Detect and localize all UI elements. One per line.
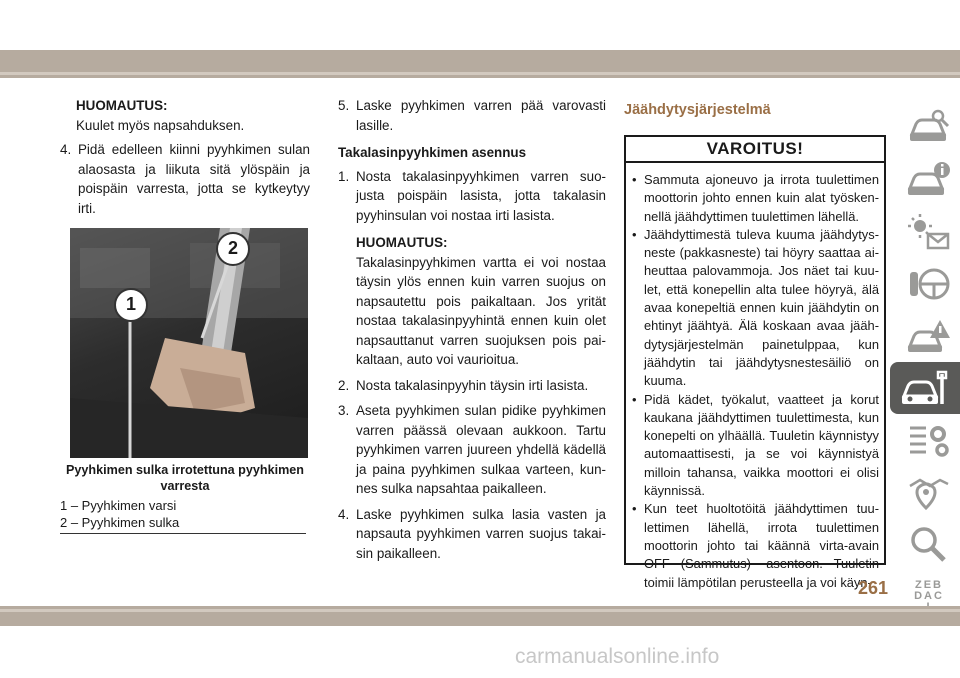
tab-search[interactable] — [898, 518, 960, 570]
page-number: 261 — [858, 578, 889, 598]
bullet-dot: • — [632, 391, 637, 407]
step-text: Laske pyyhkimen varren pää varovasti lasille. — [356, 98, 606, 133]
top-band — [0, 50, 960, 78]
tab-car-magnifier[interactable] — [898, 102, 960, 154]
note-1-text: Kuulet myös napsahduksen. — [76, 117, 245, 133]
car-magnifier-icon — [906, 108, 952, 148]
bullet-dot: • — [632, 226, 637, 242]
bullet-text: Kun teet huoltotöitä jäähdyttimen tuulettimen lähellä, irrota tuulettimen moottorin johto tai käännä virta-avain OFF (Sammutus) -asentoon. Tuuletin toimii lämpötilan perusteella ja voi käyn- — [644, 501, 879, 590]
step-text: Laske pyyhkimen sulka lasia vasten ja napsauta pyyhkimen varren suojus takaisin paikalleen. — [356, 506, 606, 561]
wiper-photo-illustration — [70, 228, 308, 458]
step-number: 3. — [338, 403, 350, 418]
warning-lights-icon — [906, 212, 952, 252]
search-icon — [906, 524, 952, 564]
step-number: 5. — [338, 98, 350, 113]
note-1 — [60, 96, 310, 135]
car-tools-icon — [900, 368, 950, 408]
step-text: Aseta pyyhkimen sulan pidike pyyhkimen varren päässä olevaan aukkoon. Tartu pyyhkimen varren juureen yhdellä kädellä ja paina pyyhkimen sulkaa varteen, kunnes sulka napsahtaa paikalleen. — [356, 403, 606, 496]
step-5 — [338, 96, 606, 135]
tab-steering-wheel[interactable] — [898, 258, 960, 310]
callout-2: 2 — [216, 232, 250, 266]
steering-wheel-icon — [906, 264, 952, 304]
warning-title: VAROITUS! — [626, 137, 884, 163]
step-text: Nosta takalasinpyyhkimen varren suojusta poispäin lasista, jotta takalasin pyyhinsulan voi nostaa irti lasista. — [356, 168, 606, 223]
photo-legend — [60, 498, 306, 534]
warning-body — [626, 163, 884, 592]
note-2 — [338, 233, 606, 370]
tab-car-info[interactable] — [898, 154, 960, 206]
tab-warning-lights[interactable] — [898, 206, 960, 258]
car-info-icon — [906, 160, 952, 200]
middle-column — [338, 96, 606, 569]
wiper-photo — [70, 228, 308, 458]
note-1-label: HUOMAUTUS: — [76, 98, 168, 113]
watermark: carmanualsonline.info — [515, 645, 720, 668]
legend-item-1: 1 – Pyyhkimen varsi — [60, 498, 177, 513]
rear-step-1 — [338, 167, 606, 226]
chapter-tabs — [890, 102, 960, 622]
tab-car-warning[interactable] — [898, 310, 960, 362]
callout-1: 1 — [114, 288, 148, 322]
bullet-text: Sammuta ajoneuvo ja irrota tuulettimen moottorin johto ennen kuin alat työskennellä jäähdyttimen tuulettimen lähellä. — [644, 172, 879, 224]
rear-step-4 — [338, 505, 606, 564]
step-number: 4. — [60, 142, 72, 157]
tab-map-pin[interactable] — [898, 466, 960, 518]
step-number: 2. — [338, 377, 350, 393]
tab-car-tools[interactable] — [890, 362, 960, 414]
step-4 — [60, 140, 310, 218]
subheading: Takalasinpyyhkimen asennus — [338, 145, 527, 160]
photo-caption: Pyyhkimen sulka irrotettuna pyyhkimen varresta — [66, 463, 304, 493]
step-number: 4. — [338, 506, 350, 522]
bullet-dot: • — [632, 501, 637, 517]
bottom-band — [0, 606, 960, 626]
section-heading: Jäähdytysjärjestelmä — [624, 102, 771, 118]
bullet-dot: • — [632, 172, 637, 187]
map-pin-icon — [906, 472, 952, 512]
step-number: 1. — [338, 168, 350, 184]
letters-text: ZEBDAC — [914, 578, 944, 602]
rear-step-3 — [338, 401, 606, 499]
note-2-text: Takalasinpyyhkimen vartta ei voi nostaa täysin ylös ennen kuin varren suojus on napsautettu pois paikaltaan. Jos yrität nostaa takalasinpyyhintä ennen kuin olet napsauttanut varren suojuksen pois paikaltaan, auto voi vaurioitua. — [356, 254, 606, 367]
warning-bullet — [632, 171, 879, 226]
left-column — [60, 96, 310, 534]
bullet-text: Jäähdyttimestä tuleva kuuma jäähdytysneste (pakkasneste) tai höyry saattaa aiheuttaa palovammoja. Jos näet tai kuulet, että konepellin alta tulee höyryä, älä avaa konepeltiä ennen kuin jäähdytin on ehtinyt jäähtyä. Älä koskaan avaa jäähdytysjärjestelmän painetulppaa, kun jäähdytin tai jäähdytysnestesäiliö on kuuma. — [644, 226, 879, 389]
bullet-text: Pidä kädet, työkalut, vaatteet ja korut kaukana jäähdyttimen tuulettimesta, kun konepelti on ylhäällä. Tuuletin käynnistyy automaattisesti, ja se voi käynnistyä milloin tahansa, vaikka moottori ei olisi käynnissä. — [644, 391, 879, 499]
warning-bullet — [632, 391, 879, 501]
checklist-gear-icon — [906, 420, 952, 460]
note-2-label: HUOMAUTUS: — [356, 235, 448, 250]
step-text: Nosta takalasinpyyhin täysin irti lasista. — [356, 377, 589, 393]
tab-checklist-gear[interactable] — [898, 414, 960, 466]
car-warning-icon — [906, 316, 952, 356]
warning-bullet — [632, 500, 879, 591]
rear-step-2 — [338, 376, 606, 396]
warning-bullet — [632, 226, 879, 391]
legend-item-2: 2 – Pyyhkimen sulka — [60, 514, 180, 530]
step-text: Pidä edelleen kiinni pyyhkimen sulan alaosasta ja liikuta sitä ylöspäin ja poispäin varresta, jotta se kytkeytyy irti. — [78, 142, 310, 216]
